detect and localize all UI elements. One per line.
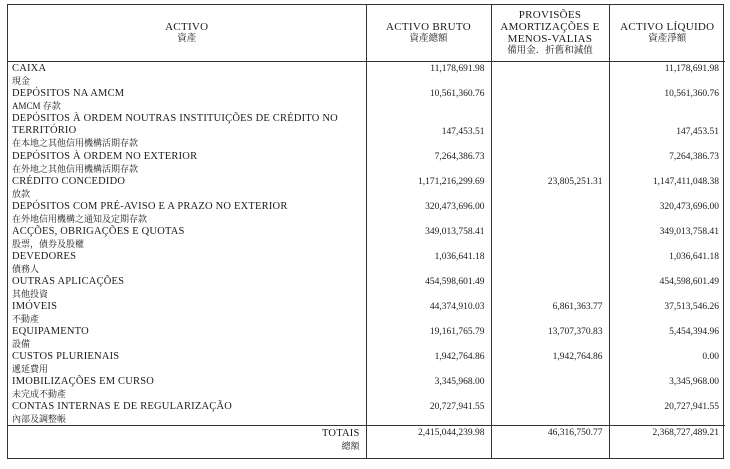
provisoes-value: 13,707,370.83 bbox=[547, 327, 603, 337]
provisoes-value bbox=[492, 400, 603, 425]
provisoes-value bbox=[492, 87, 603, 112]
account-item bbox=[12, 112, 366, 150]
liquido-value: 320,473,696.00 bbox=[659, 202, 719, 212]
bruto-value: 1,171,216,299.69 bbox=[418, 177, 485, 187]
account-item bbox=[12, 400, 366, 425]
provisoes-column bbox=[491, 62, 609, 426]
account-name-zh: 放款 bbox=[12, 189, 31, 199]
account-name-pt: CUSTOS PLURIENAIS bbox=[12, 351, 120, 362]
bruto-value: 19,161,765.79 bbox=[429, 327, 485, 337]
bruto-value: 454,598,601.49 bbox=[425, 277, 485, 287]
totals-bruto: 2,415,044,239.98 bbox=[366, 426, 491, 460]
liquido-value: 7,264,386.73 bbox=[669, 152, 719, 162]
account-item bbox=[12, 175, 366, 200]
account-name-zh: 設備 bbox=[12, 339, 31, 349]
provisoes-value bbox=[492, 150, 603, 175]
provisoes-value bbox=[492, 275, 603, 300]
liquido-value: 1,147,411,048.38 bbox=[652, 177, 719, 187]
header-provisoes-pt1: PROVISÕES bbox=[518, 9, 582, 21]
account-name-zh: 內部及調整帳 bbox=[12, 414, 67, 424]
account-item bbox=[12, 62, 366, 87]
provisoes-value: 6,861,363.77 bbox=[552, 302, 603, 312]
provisoes-value bbox=[492, 225, 603, 250]
account-item bbox=[12, 275, 366, 300]
header-row bbox=[8, 5, 725, 62]
header-bruto-pt: ACTIVO BRUTO bbox=[386, 21, 471, 33]
liquido-value: 20,727,941.55 bbox=[664, 402, 719, 412]
account-name-pt: CRÉDITO CONCEDIDO bbox=[12, 176, 126, 187]
header-provisoes-pt2: AMORTIZAÇÕES E bbox=[500, 21, 600, 33]
account-name-pt: DEPÓSITOS À ORDEM NOUTRAS INSTITUIÇÕES DE CRÉDITO NO bbox=[12, 113, 338, 124]
bruto-value: 3,345,968.00 bbox=[434, 377, 485, 387]
provisoes-value bbox=[492, 200, 603, 225]
totals-label-zh: 總額 bbox=[341, 441, 360, 451]
header-liquido-pt: ACTIVO LÍQUIDO bbox=[620, 21, 715, 33]
liquido-value: 0.00 bbox=[702, 352, 719, 362]
provisoes-value bbox=[492, 112, 603, 150]
account-item bbox=[12, 300, 366, 325]
header-activo-pt: ACTIVO bbox=[165, 21, 209, 33]
provisoes-value: 1,942,764.86 bbox=[552, 352, 603, 362]
bruto-value: 1,942,764.86 bbox=[434, 352, 485, 362]
bruto-value: 349,013,758.41 bbox=[425, 227, 485, 237]
assets-table bbox=[8, 5, 725, 459]
account-name-pt: DEPÓSITOS NA AMCM bbox=[12, 88, 125, 99]
liquido-value: 37,513,546.26 bbox=[664, 302, 719, 312]
account-item bbox=[12, 250, 366, 275]
account-item bbox=[12, 87, 366, 112]
header-bruto-zh: 資產總額 bbox=[409, 34, 448, 44]
account-name-pt: CAIXA bbox=[12, 63, 47, 74]
account-name-zh: 股票，債券及股權 bbox=[12, 239, 85, 249]
liquido-value: 3,345,968.00 bbox=[669, 377, 719, 387]
account-name-pt-cont: TERRITÓRIO bbox=[12, 125, 77, 136]
header-bruto bbox=[366, 5, 491, 62]
account-name-zh: 不動產 bbox=[12, 314, 40, 324]
bruto-value: 10,561,360.76 bbox=[429, 89, 485, 99]
provisoes-value bbox=[492, 375, 603, 400]
account-name-zh: 在本地之其他信用機構活期存款 bbox=[12, 138, 139, 148]
liquido-value: 349,013,758.41 bbox=[659, 227, 719, 237]
provisoes-value bbox=[492, 250, 603, 275]
header-provisoes-zh: 備用金．折舊和減值 bbox=[507, 46, 593, 56]
bruto-value: 320,473,696.00 bbox=[425, 202, 485, 212]
account-name-zh: 債務人 bbox=[12, 264, 40, 274]
account-name-pt: DEPÓSITOS À ORDEM NO EXTERIOR bbox=[12, 151, 198, 162]
account-name-pt: ACÇÕES, OBRIGAÇÕES E QUOTAS bbox=[12, 226, 185, 237]
bruto-value: 147,453.51 bbox=[441, 127, 485, 137]
bruto-value: 1,036,641.18 bbox=[434, 252, 485, 262]
account-name-zh: 在外地信用機構之通知及定期存款 bbox=[12, 214, 148, 224]
provisoes-value bbox=[492, 62, 603, 87]
account-item bbox=[12, 225, 366, 250]
account-name-pt: EQUIPAMENTO bbox=[12, 326, 89, 337]
totals-label bbox=[8, 426, 366, 460]
totals-liquido: 2,368,727,489.21 bbox=[609, 426, 725, 460]
account-item bbox=[12, 325, 366, 350]
liquido-column bbox=[609, 62, 725, 426]
account-name-zh: AMCM 存款 bbox=[12, 101, 61, 111]
totals-label-pt: TOTAIS bbox=[322, 428, 360, 439]
totals-row bbox=[8, 426, 725, 460]
totals-provisoes: 46,316,750.77 bbox=[491, 426, 609, 460]
header-provisoes-pt3: MENOS-VALIAS bbox=[507, 33, 593, 45]
balance-sheet-table bbox=[7, 4, 724, 459]
account-name-zh: 在外地之其他信用機構活期存款 bbox=[12, 164, 139, 174]
liquido-value: 11,178,691.98 bbox=[664, 64, 719, 74]
header-liquido bbox=[609, 5, 725, 62]
account-name-pt: OUTRAS APLICAÇÕES bbox=[12, 276, 125, 287]
liquido-value: 10,561,360.76 bbox=[664, 89, 719, 99]
account-name-pt: CONTAS INTERNAS E DE REGULARIZAÇÃO bbox=[12, 401, 233, 412]
account-name-zh: 其他投資 bbox=[12, 289, 49, 299]
liquido-value: 5,454,394.96 bbox=[669, 327, 719, 337]
provisoes-value: 23,805,251.31 bbox=[547, 177, 603, 187]
header-provisoes bbox=[491, 5, 609, 62]
bruto-column bbox=[366, 62, 491, 426]
account-item bbox=[12, 350, 366, 375]
account-item bbox=[12, 150, 366, 175]
liquido-value: 1,036,641.18 bbox=[669, 252, 719, 262]
liquido-value: 147,453.51 bbox=[676, 127, 719, 137]
header-activo bbox=[8, 5, 366, 62]
bruto-value: 44,374,910.03 bbox=[429, 302, 485, 312]
bruto-value: 7,264,386.73 bbox=[434, 152, 485, 162]
account-name-pt: IMÓVEIS bbox=[12, 301, 58, 312]
bruto-value: 20,727,941.55 bbox=[429, 402, 485, 412]
account-item bbox=[12, 200, 366, 225]
header-activo-zh: 資產 bbox=[177, 34, 197, 44]
account-name-zh: 遞延費用 bbox=[12, 364, 49, 374]
body-row bbox=[8, 62, 725, 426]
account-item bbox=[12, 375, 366, 400]
bruto-value: 11,178,691.98 bbox=[430, 64, 485, 74]
account-name-zh: 現金 bbox=[12, 76, 31, 86]
labels-column bbox=[8, 62, 366, 426]
header-liquido-zh: 資產淨額 bbox=[648, 34, 687, 44]
liquido-value: 454,598,601.49 bbox=[659, 277, 719, 287]
account-name-pt: IMOBILIZAÇÕES EM CURSO bbox=[12, 376, 155, 387]
account-name-pt: DEPÓSITOS COM PRÉ-AVISO E A PRAZO NO EXTERIOR bbox=[12, 201, 288, 212]
account-name-zh: 未完成不動產 bbox=[12, 389, 67, 399]
account-name-pt: DEVEDORES bbox=[12, 251, 77, 262]
